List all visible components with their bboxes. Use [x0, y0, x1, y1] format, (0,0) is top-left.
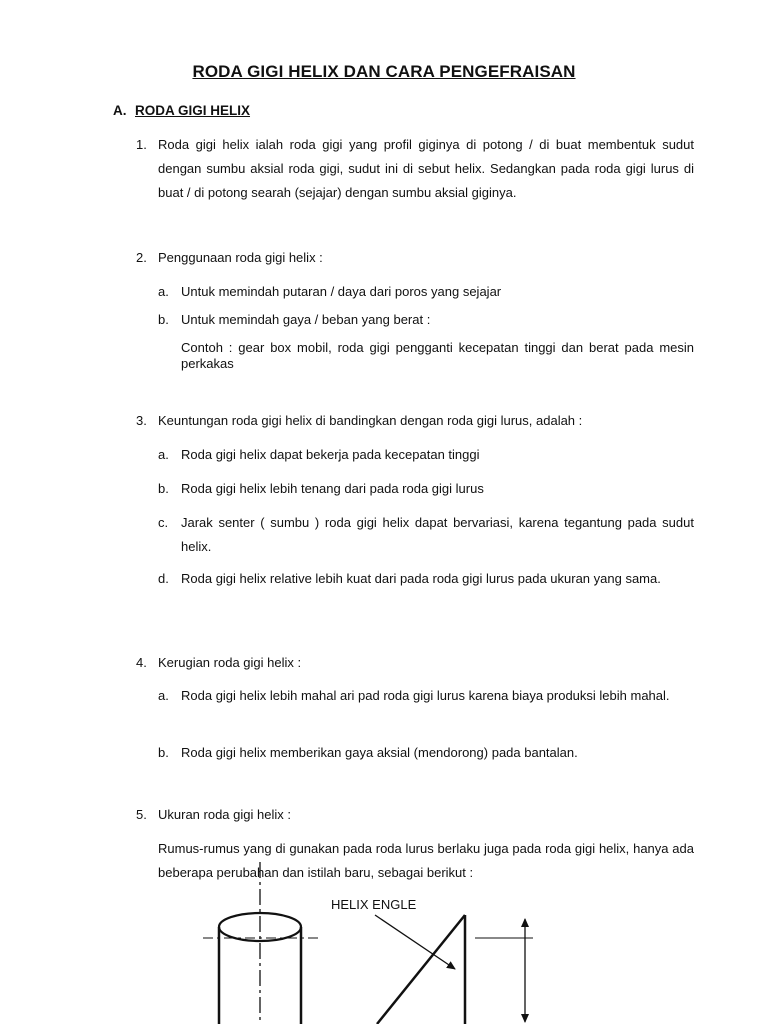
item-text: Penggunaan roda gigi helix : — [158, 250, 323, 265]
helix-triangle — [377, 915, 465, 1024]
sub-item-text: Roda gigi helix relative lebih kuat dari pada roda gigi lurus pada ukuran yang sama. — [181, 571, 661, 586]
section-number: A. — [113, 103, 127, 118]
item-text: Kerugian roda gigi helix : — [158, 655, 302, 670]
sub-item-letter: b. — [158, 745, 169, 760]
sub-item-text: Roda gigi helix dapat bekerja pada kecepatan tinggi — [181, 447, 480, 462]
item-number: 1. — [136, 137, 147, 152]
item-number: 3. — [136, 413, 147, 428]
helix-angle-label: HELIX ENGLE — [331, 897, 417, 912]
sub-item-letter: a. — [158, 447, 169, 462]
sub-item-letter: b. — [158, 312, 169, 327]
item-5-paragraph: Rumus-rumus yang di gunakan pada roda lurus berlaku juga pada roda gigi helix, hanya ada beberapa perubahan dan istilah baru, sebagai berikut : — [158, 841, 694, 880]
section-label: RODA GIGI HELIX — [135, 103, 251, 118]
sub-item-letter: d. — [158, 571, 169, 586]
item-text: Ukuran roda gigi helix : — [158, 807, 291, 822]
item-number: 2. — [136, 250, 147, 265]
sub-item-text: Roda gigi helix lebih mahal ari pad roda gigi lurus karena biaya produksi lebih mahal. — [181, 688, 670, 703]
sub-item-letter: b. — [158, 481, 169, 496]
item-number: 4. — [136, 655, 147, 670]
item-text: Keuntungan roda gigi helix di bandingkan dengan roda gigi lurus, adalah : — [158, 413, 583, 428]
sub-item-letter: a. — [158, 284, 169, 299]
sub-item-text: Roda gigi helix memberikan gaya aksial (mendorong) pada bantalan. — [181, 745, 578, 760]
item-text: Roda gigi helix ialah roda gigi yang profil giginya di potong / di buat membentuk sudut dengan sumbu aksial roda gigi, sudut ini di sebut helix. Sedangkan pada roda gigi lurus di buat / di potong searah (sejajar) dengan sumbu aksial giginya. — [158, 137, 694, 200]
example-note: Contoh : gear box mobil, roda gigi pengganti kecepatan tinggi dan berat pada mesin perkakas — [181, 340, 694, 371]
sub-item-letter: a. — [158, 688, 169, 703]
item-number: 5. — [136, 807, 147, 822]
sub-item-text: Jarak senter ( sumbu ) roda gigi helix dapat bervariasi, karena tegantung pada sudut helix. — [181, 515, 694, 554]
sub-item-letter: c. — [158, 515, 169, 530]
sub-item-text: Roda gigi helix lebih tenang dari pada roda gigi lurus — [181, 481, 484, 496]
sub-item-text: Untuk memindah gaya / beban yang berat : — [181, 312, 431, 327]
sub-item-text: Untuk memindah putaran / daya dari poros yang sejajar — [181, 284, 502, 299]
document-title: RODA GIGI HELIX DAN CARA PENGEFRAISAN — [192, 62, 576, 81]
